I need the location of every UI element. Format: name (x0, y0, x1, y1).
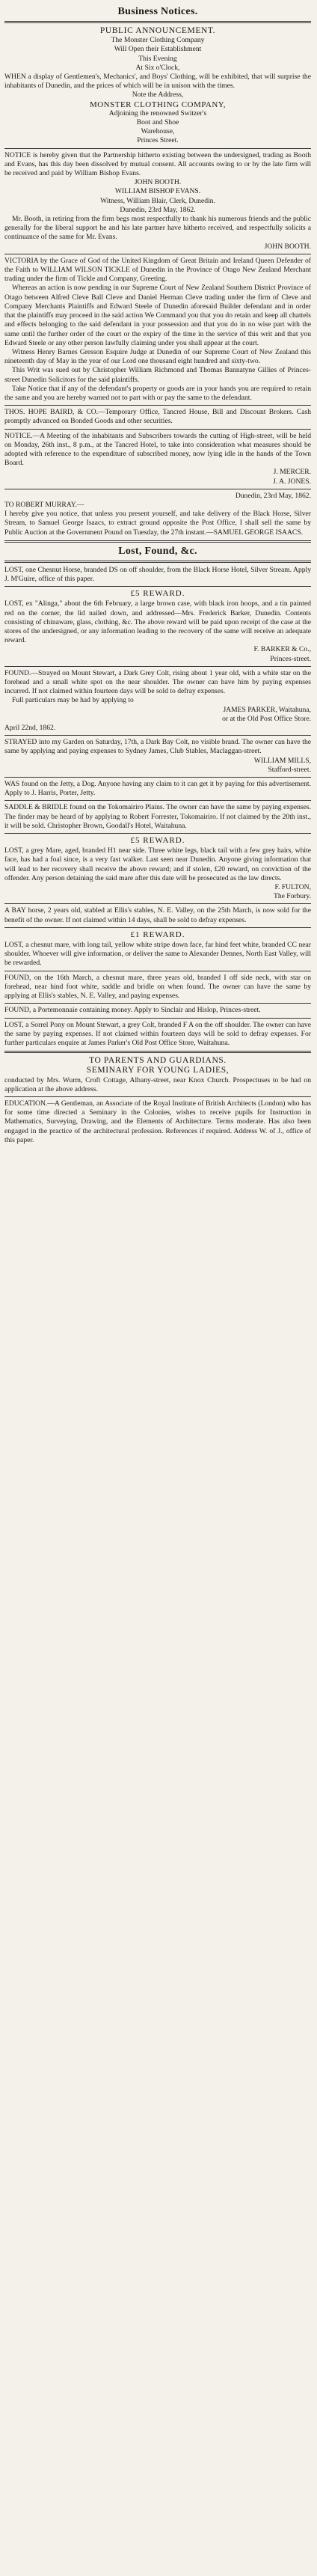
ad-signature: F. FULTON, (274, 883, 311, 892)
divider (4, 586, 311, 587)
ad-body: SADDLE & BRIDLE found on the Tokomairiro Plains. The owner can have the same by paying expenses. The finder may be heard of by applying to Robert Forrester, Tokomairiro. If not claimed by the 20th inst., it will be sold. Christopher Brown, Goodall's Hotel, Waitahuna. (4, 803, 311, 830)
ad-body: I hereby give you notice, that unless you present yourself, and take delivery of the Black Horse, Silver Stream, to Samuel George Isaacs, to extract ground opposite the Post Office, I shall sell the same by Public Auction at the Government Pound on Tuesday, the 27th instant.—SAMUEL GEORGE ISAACS. (4, 510, 311, 537)
ad-addressee: TO ROBERT MURRAY.— (4, 500, 84, 509)
ad-body: FOUND.—Strayed on Mount Stewart, a Dark Grey Colt, rising about 1 year old, with a white star on the forehead and a small white spot on the near shoulder. The owner can have him by paying expenses incurred. If not claimed within fourteen days will be sold to defray expenses. (4, 668, 311, 696)
ad-body: Take Notice that if any of the defendant's property or goods are in your hands you are required to retain the same and you are hereby warned not to part with or pay the same to the defendant. (4, 384, 311, 402)
ad-body: Mr. Booth, in retiring from the firm begs most respectfully to thank his numerous friends and the public generally for the liberal support he and his late partner have hitherto received, and respectfully solicits a continuance of the same for Mr. Evans. (4, 215, 311, 242)
divider (4, 540, 311, 543)
ad-lost-horse (4, 566, 311, 584)
divider (4, 1018, 311, 1019)
ad-saddle-bridle (4, 803, 311, 831)
ad-line: Warehouse, (141, 127, 175, 136)
ad-partnership (4, 151, 311, 251)
ad-body: THOS. HOPE BAIRD, & CO.—Temporary Office, Tancred House, Bill and Discount Brokers. Cash promptly advanced on Bonded Goods and other securities. (4, 408, 311, 426)
divider (4, 666, 311, 667)
ad-body: NOTICE is hereby given that the Partnership hitherto existing between the undersigned, trading as Booth and Evans, has this day been dissolved by mutual consent. All accounts owing to or by the late firm will be received and paid by William Bishop Evans. (4, 150, 311, 178)
ad-reward: £5 REWARD. (130, 589, 185, 599)
ad-reward: £5 REWARD. (130, 836, 185, 846)
ad-body: VICTORIA by the Grace of God of the United Kingdom of Great Britain and Ireland Queen Defender of the Faith to WILLIAM WILSON TICKLE of Dunedin in the Province of Otago New Zealand Merchant trading under the firm of Tickle and Company, Greeting. (4, 256, 311, 284)
ad-hope-baird (4, 408, 311, 426)
ad-signature: JOHN BOOTH. (264, 242, 311, 251)
divider (4, 800, 311, 801)
section-title-lost: Lost, Found, &c. (118, 545, 197, 557)
ad-found-colt (4, 669, 311, 733)
ad-headline: SEMINARY FOR YOUNG LADIES, (86, 1066, 230, 1075)
ad-headline: PUBLIC ANNOUNCEMENT. (99, 26, 216, 35)
section-title-business: Business Notices. (117, 6, 198, 17)
ad-murray (4, 492, 311, 537)
divider (4, 833, 311, 834)
ad-reward-chesnut (4, 930, 311, 968)
divider (4, 735, 311, 736)
ad-body: LOST, a grey Mare, aged, branded H1 near side. Three white legs, black tail with a few grey hairs, white face, has had a foal since, is a very fast walker. Last seen near Dunedin. Anyone giving information that will lead to her recovery shall receive the above reward; and if stolen, £20 reward, on conviction of the offender. Any person detaining the said mare after this date will be prosecuted as the law directs. (4, 846, 311, 882)
ad-portemonnaie (4, 1006, 311, 1015)
ad-body: LOST, ex "Alinga," about the 6th February, a large brown case, with black iron hoops, and a tin painted red on the corner, the lid nailed down, and addressed—Mrs. Frederick Barker, Dunedin. Contents consisting of chinaware, glass, clothing, &c. The above reward will be paid upon receipt of the case at the stores of the undersigned, or any information leading to the recovery of the same will receive an adequate reward. (4, 599, 311, 645)
ad-signature: JAMES PARKER, Waitahuna, (223, 705, 311, 714)
ad-signature: WILLIAM MILLS, (253, 756, 311, 765)
ad-body: STRAYED into my Garden on Saturday, 17th, a Dark Bay Colt, no visible brand. The owner can have the same by applying and paying expenses to Sydney James, Club Stables, Maclaggan-street. (4, 738, 311, 756)
ad-body: LOST, a Sorrel Pony on Mount Stewart, a grey Colt, branded F A on the off shoulder. The owner can have the same by paying expenses. If not claimed within fourteen days will be sold to defray expenses. For further particulars enquire at James Parker's Old Post Office Store, Waitahuna. (4, 1020, 311, 1047)
ad-line: Will Open their Establishment (114, 45, 202, 54)
ad-public-announcement (4, 26, 311, 146)
ad-body: This Writ was sued out by Christopher William Richmond and Thomas Bannatyne Gillies of Princes-street Dunedin Solicitors for the said plaintiffs. (4, 366, 311, 384)
ad-line: Note the Address, (132, 91, 184, 100)
ad-company: MONSTER CLOTHING COMPANY, (89, 100, 227, 109)
divider (4, 21, 311, 23)
ad-body: LOST, one Chesnut Horse, branded DS on off shoulder, from the Black Horse Hotel, Silver Stream. Apply J. M'Guire, office of this paper. (4, 565, 311, 583)
divider (4, 1051, 311, 1053)
ad-signature: Princes-street. (270, 654, 311, 663)
ad-signature: JOHN BOOTH. (134, 178, 182, 187)
divider (4, 405, 311, 406)
ad-body: FOUND, a Portemonnaie containing money. Apply to Sinclair and Hislop, Princes-street. (4, 1006, 261, 1015)
ad-body: A BAY horse, 2 years old, stabled at Ellis's stables, N. E. Valley, on the 25th March, is now sold for the benefit of the owner. If not claimed within 14 days, shall be sold to defray expenses. (4, 906, 311, 924)
ad-body: WAS found on the Jetty, a Dog. Anyone having any claim to it can get it by paying for this advertisement. Apply to J. Harris, Porter, Jetty. (4, 780, 311, 798)
divider (4, 927, 311, 928)
ad-strayed-colt (4, 738, 311, 775)
ad-body: NOTICE.—A Meeting of the inhabitants and Subscribers towards the cutting of High-street, will be held on Monday, 26th inst., 8 p.m., at the Tancred Hotel, to take into consideration what measures should be adopted with reference to the expenditure of subscribed money, now lying idle in the hands of the Town Board. (4, 431, 311, 468)
ad-found-mare (4, 974, 311, 1001)
divider (4, 429, 311, 430)
divider (4, 777, 311, 778)
ad-signature: Stafford-street. (268, 765, 311, 774)
ad-line: Boot and Shoe (136, 118, 179, 127)
ad-line: Princes Street. (137, 136, 179, 145)
divider (4, 1003, 311, 1004)
ad-signature: J. A. JONES. (273, 477, 311, 486)
ad-found-dog (4, 780, 311, 798)
ad-signature: The Forbury. (273, 892, 311, 901)
divider (4, 561, 311, 563)
ad-seminary (4, 1056, 311, 1094)
ad-lost-pony (4, 1021, 311, 1049)
ad-date: Dunedin, 23rd May, 1862. (120, 205, 196, 214)
ad-witness: Witness, William Blair, Clerk, Dunedin. (100, 196, 215, 205)
ad-signature: F. BARKER & Co., (253, 645, 311, 654)
ad-line: This Evening (138, 54, 177, 63)
ad-signature: or at the Old Post Office Store. (222, 714, 311, 723)
ad-body: conducted by Mrs. Wurm, Croft Cottage, Albany-street, near Knox Church. Prospectuses to be had on application at the above address. (4, 1075, 311, 1093)
ad-signature: WILLIAM BISHOP EVANS. (114, 187, 201, 196)
ad-body: EDUCATION.—A Gentleman, an Associate of the Royal Institute of British Architects (London) who has for some time directed a Seminary in the Colonies, wishes to receive pupils for Instruction in Mathematics, Surveying, Drawing, and the Elements of Architecture. Terms moderate. Has also been engaged in the practice of the architectural profession. References if required. Address W. of J., office of this paper. (4, 1099, 311, 1144)
ad-line: Adjoining the renowned Switzer's (108, 109, 207, 117)
ad-signature: J. MERCER. (273, 468, 311, 477)
ad-reward-mare (4, 836, 311, 901)
divider (4, 1096, 311, 1097)
ad-body: FOUND, on the 16th March, a chesnut mare, three years old, branded I off side neck, with star on forehead, near hind foot white, saddle and bridle on when found. The owner can have the same by applying at Ellis's stables, N. E. Valley, and paying expenses. (4, 973, 311, 1001)
divider (4, 148, 311, 149)
ad-line: Full particulars may be had by applying to (12, 696, 134, 705)
ad-date: April 22nd, 1862. (4, 724, 56, 733)
ad-education (4, 1099, 311, 1145)
ad-reward-case (4, 589, 311, 664)
ad-body: Whereas an action is now pending in our Supreme Court of New Zealand Southern District Province of Otago between Alfred Cleve Ball Cleve and Daniel Herman Cleve trading under the firm of Cleve and Company Merchants Plaintiffs and Edward Steele of Dunedin aforesaid Builder defendant and in order that the plaintiffs may proceed in the said action We Command you that you do retain and keep all chattels and effects belonging to the said defendant in your possession and that you do in no wise part with the same until the further order of the court or the expiry of the time in the service of this writ and that you Edward Steele or any other person lawfully claiming under you shall appear at the court. (4, 284, 311, 347)
ad-line: At Six o'Clock, (135, 63, 180, 72)
ad-headline: TO PARENTS AND GUARDIANS. (89, 1056, 227, 1066)
ad-reward: £1 REWARD. (130, 930, 185, 939)
ad-date: Dunedin, 23rd May, 1862. (235, 491, 311, 500)
ad-victoria-writ (4, 257, 311, 403)
ad-body: Witness Henry Barnes Gresson Esquire Judge at Dunedin of our Supreme Court of New Zealand this nineteenth day of May in the year of our Lord one thousand eight hundred and sixty-two. (4, 347, 311, 366)
ad-bay-horse (4, 906, 311, 924)
ad-body: WHEN a display of Gentlemen's, Mechanics', and Boys' Clothing, will be exhibited, that will surprise the inhabitants of Dunedin, and the prices of which will be in unison with the times. (4, 73, 311, 91)
ad-meeting-notice (4, 432, 311, 486)
divider (4, 903, 311, 904)
ad-line: The Monster Clothing Company (111, 36, 205, 45)
ad-body: LOST, a chesnut mare, with long tail, yellow white stripe down face, far hind feet white, branded CC near shoulder. Whoever will give information, or deliver the same to Alexander Dennes, North East Valley, will be rewarded. (4, 941, 311, 968)
